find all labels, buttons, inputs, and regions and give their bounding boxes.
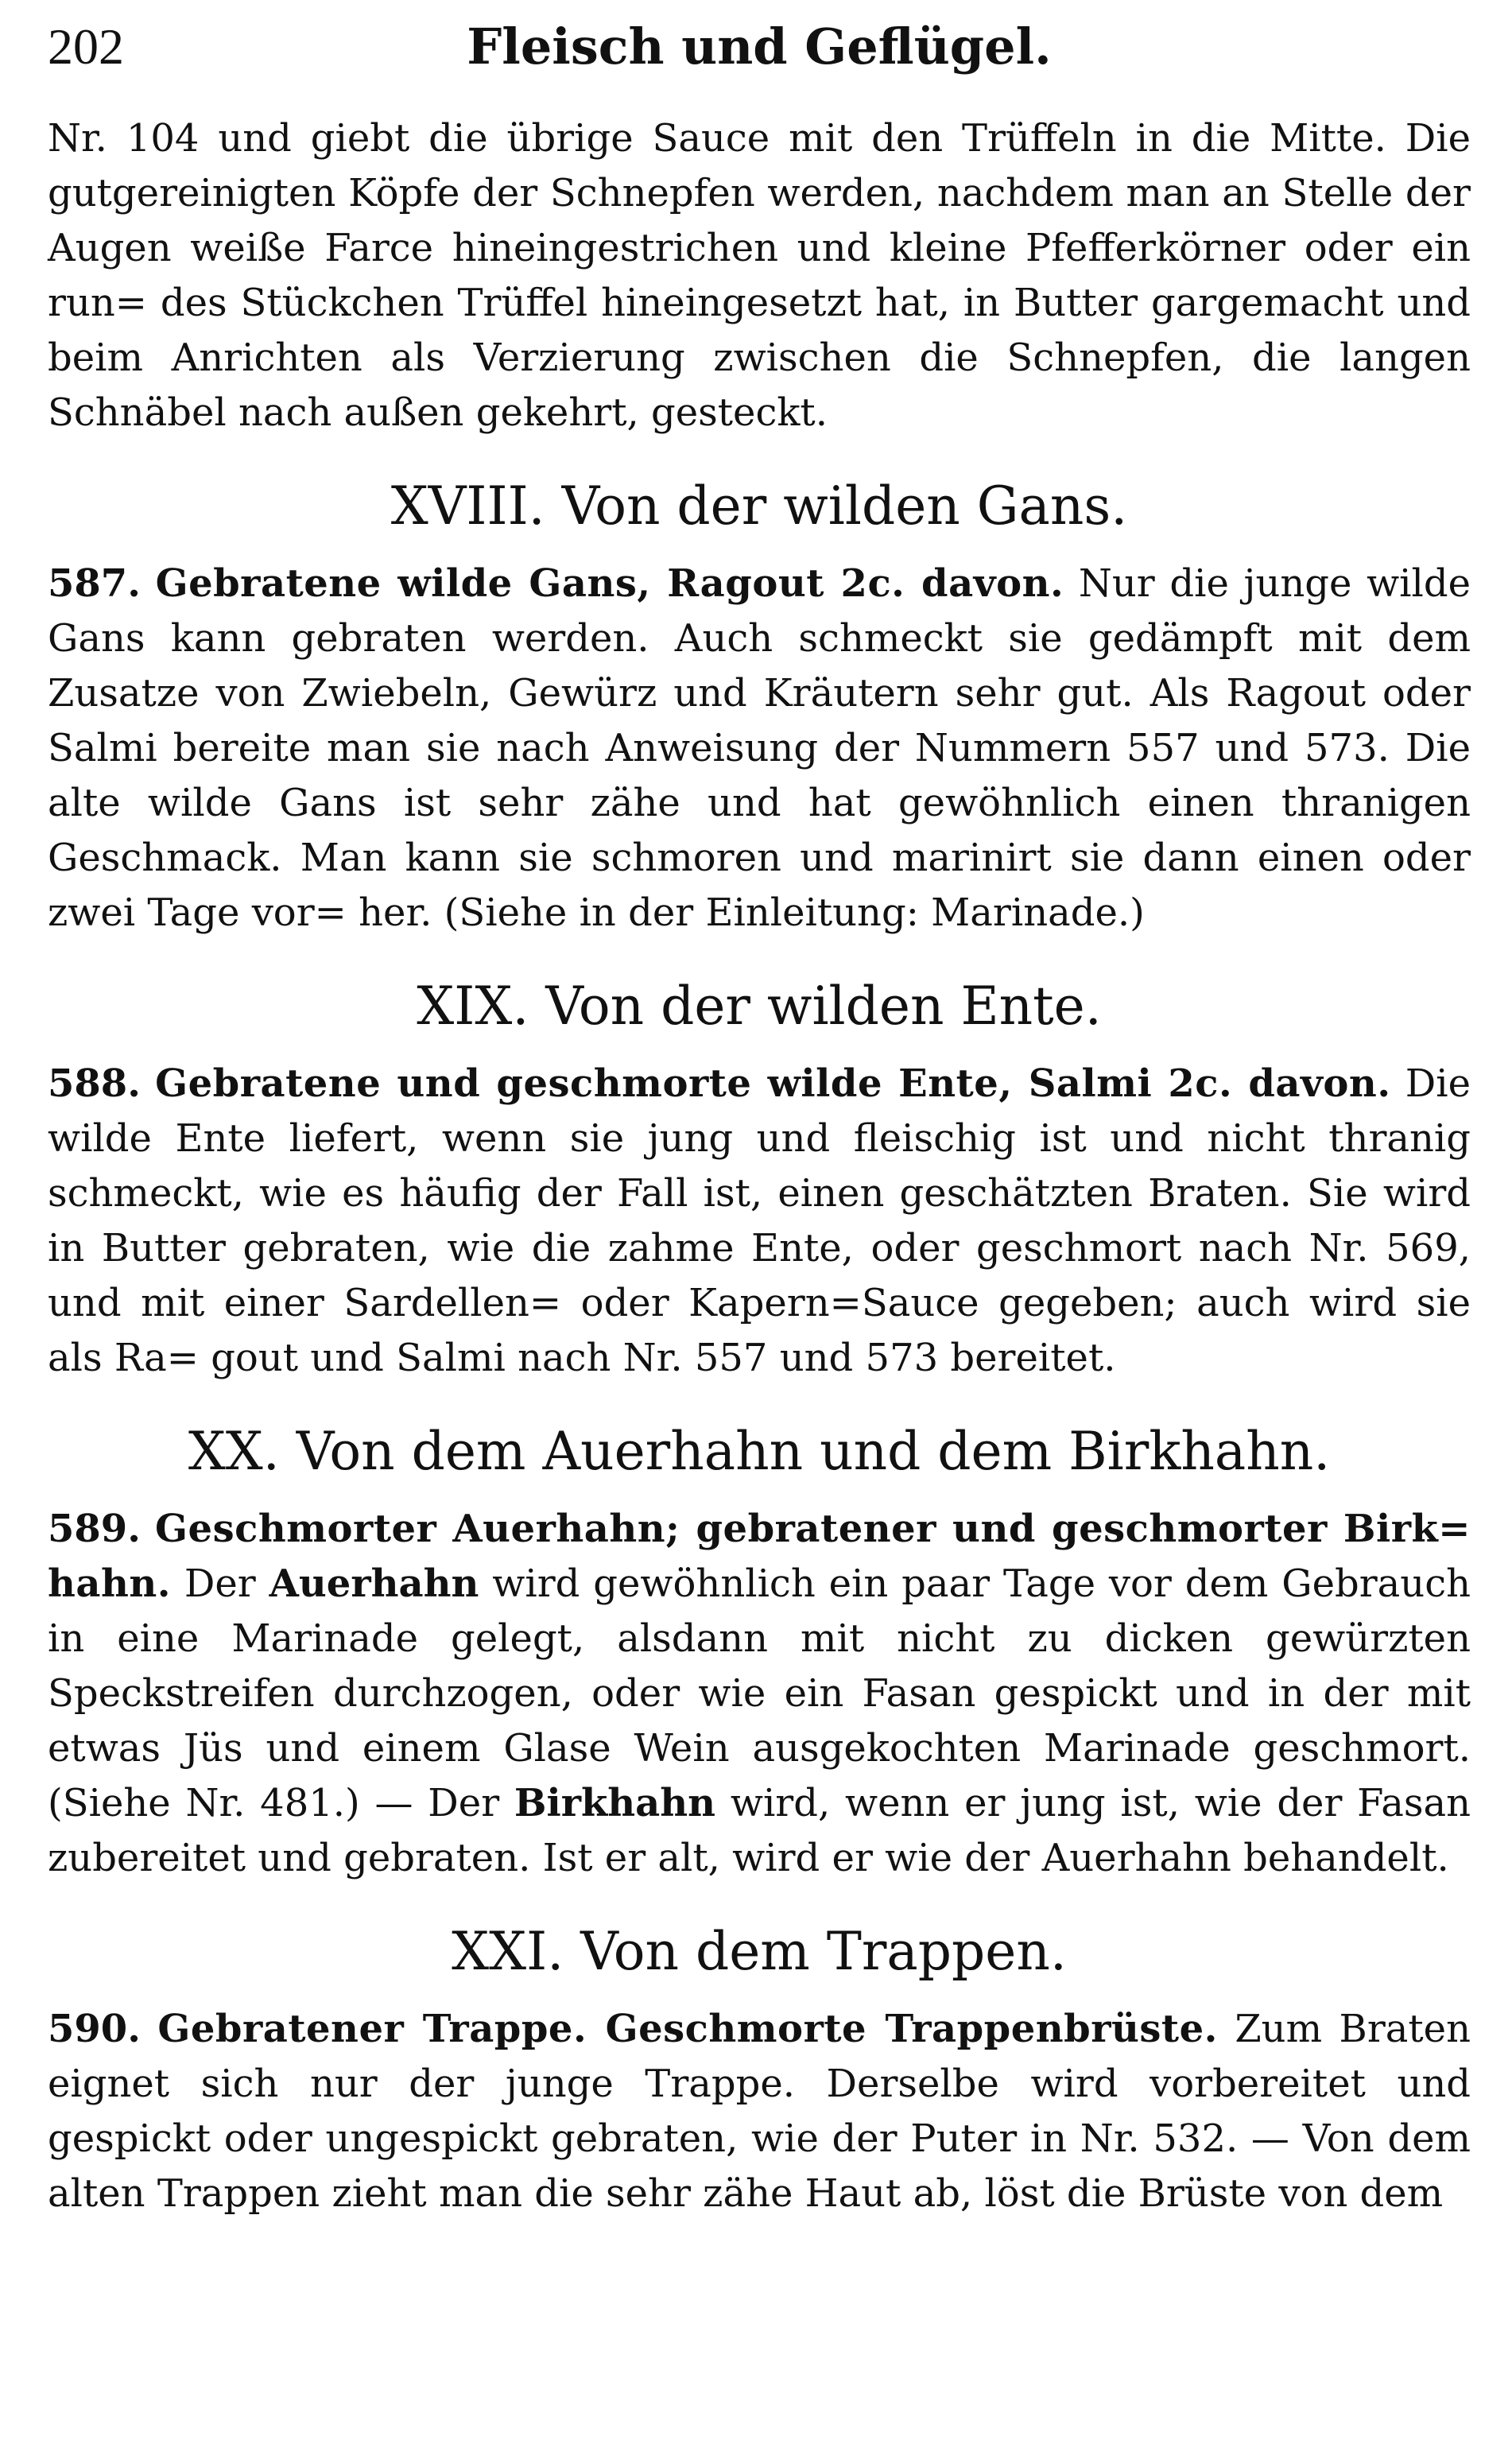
section-heading-xix: XIX. Von der wilden Ente. [417, 976, 1102, 1037]
section-heading-xxi: XXI. Von dem Trappen. [452, 1921, 1067, 1982]
recipe-title: Gebratene wilde Gans, Ragout 2c. davon. [155, 561, 1064, 606]
section-heading-xviii: XVIII. Von der wilden Gans. [390, 475, 1128, 537]
recipe-text: Nur die junge wilde Gans kann gebraten werden. Auch schmeckt sie gedämpft mit dem Zusatze von Zwiebeln, Gewürz und Kräutern sehr gut. Als Ragout oder Salmi bereite man sie nach Anweisung der Nummern 557 und 573. Die alte wilde Gans ist sehr zähe und hat gewöhnlich einen thranigen Geschmack. Man kann sie schmoren und marinirt sie dann einen oder zwei Tage vor= her. (Siehe in der Einleitung: Marinade.) [48, 561, 1471, 935]
recipe-589 [48, 1502, 1471, 1886]
recipe-text: Zum Braten eignet sich nur der junge Trappe. Derselbe wird vorbereitet und gespickt oder ungespickt gebraten, wie der Puter in Nr. 532. — Von dem alten Trappen zieht man die sehr zähe Haut ab, löst die Brüste von dem [48, 2007, 1471, 2216]
recipe-number: 589. [48, 1507, 141, 1551]
recipe-title: Geschmorter Auerhahn; gebratener und geschmorter Birk= hahn. [48, 1507, 1471, 1606]
emphasis-birkhahn: Birkhahn [514, 1781, 716, 1825]
emphasis-auerhahn: Auerhahn [269, 1561, 479, 1606]
recipe-text-part: Der [184, 1561, 256, 1606]
recipe-587 [48, 557, 1471, 941]
recipe-title: Gebratener Trappe. Geschmorte Trappenbrüste. [157, 2007, 1218, 2051]
recipe-title: Gebratene und geschmorte wilde Ente, Salmi 2c. davon. [155, 1061, 1391, 1106]
recipe-text: Die wilde Ente liefert, wenn sie jung und fleischig ist und nicht thranig schmeckt, wie es häufig der Fall ist, einen geschätzten Braten. Sie wird in Butter gebraten, wie die zahme Ente, oder geschmort nach Nr. 569, und mit einer Sardellen= oder Kapern=Sauce gegeben; auch wird sie als Ra= gout und Salmi nach Nr. 557 und 573 bereitet. [48, 1061, 1471, 1380]
recipe-588 [48, 1057, 1471, 1386]
recipe-text-part: wird gewöhnlich ein paar Tage vor dem Gebrauch in eine Marinade gelegt, alsdann mit nicht zu dicken gewürzten Speckstreifen durchzogen, oder wie ein Fasan gespickt und in der mit etwas Jüs und einem Glase Wein ausgekochten Marinade geschmort. (Siehe Nr. 481.) — Der [48, 1561, 1471, 1825]
intro-paragraph: Nr. 104 und giebt die übrige Sauce mit den Trüffeln in die Mitte. Die gutgereinigten Köpfe der Schnepfen werden, nachdem man an Stelle der Augen weiße Farce hineingestrichen und kleine Pfefferkörner oder ein run= des Stückchen Trüffel hineingesetzt hat, in Butter gargemacht und beim Anrichten als Verzierung zwischen die Schnepfen, die langen Schnäbel nach außen gekehrt, gesteckt. [48, 116, 1471, 435]
recipe-text-part: wird, wenn er jung ist, wie der Fasan zubereitet und gebraten. Ist er alt, wird er wie der Auerhahn behandelt. [48, 1781, 1471, 1880]
recipe-number: 588. [48, 1061, 141, 1106]
page-header [48, 10, 1471, 89]
page-number: 202 [48, 18, 124, 75]
recipe-590 [48, 2002, 1471, 2221]
recipe-number: 587. [48, 561, 141, 606]
page-body [48, 111, 1471, 2221]
recipe-number: 590. [48, 2007, 141, 2051]
running-title: Fleisch und Geflügel. [467, 17, 1052, 76]
section-heading-xx: XX. Von dem Auerhahn und dem Birkhahn. [188, 1421, 1331, 1482]
